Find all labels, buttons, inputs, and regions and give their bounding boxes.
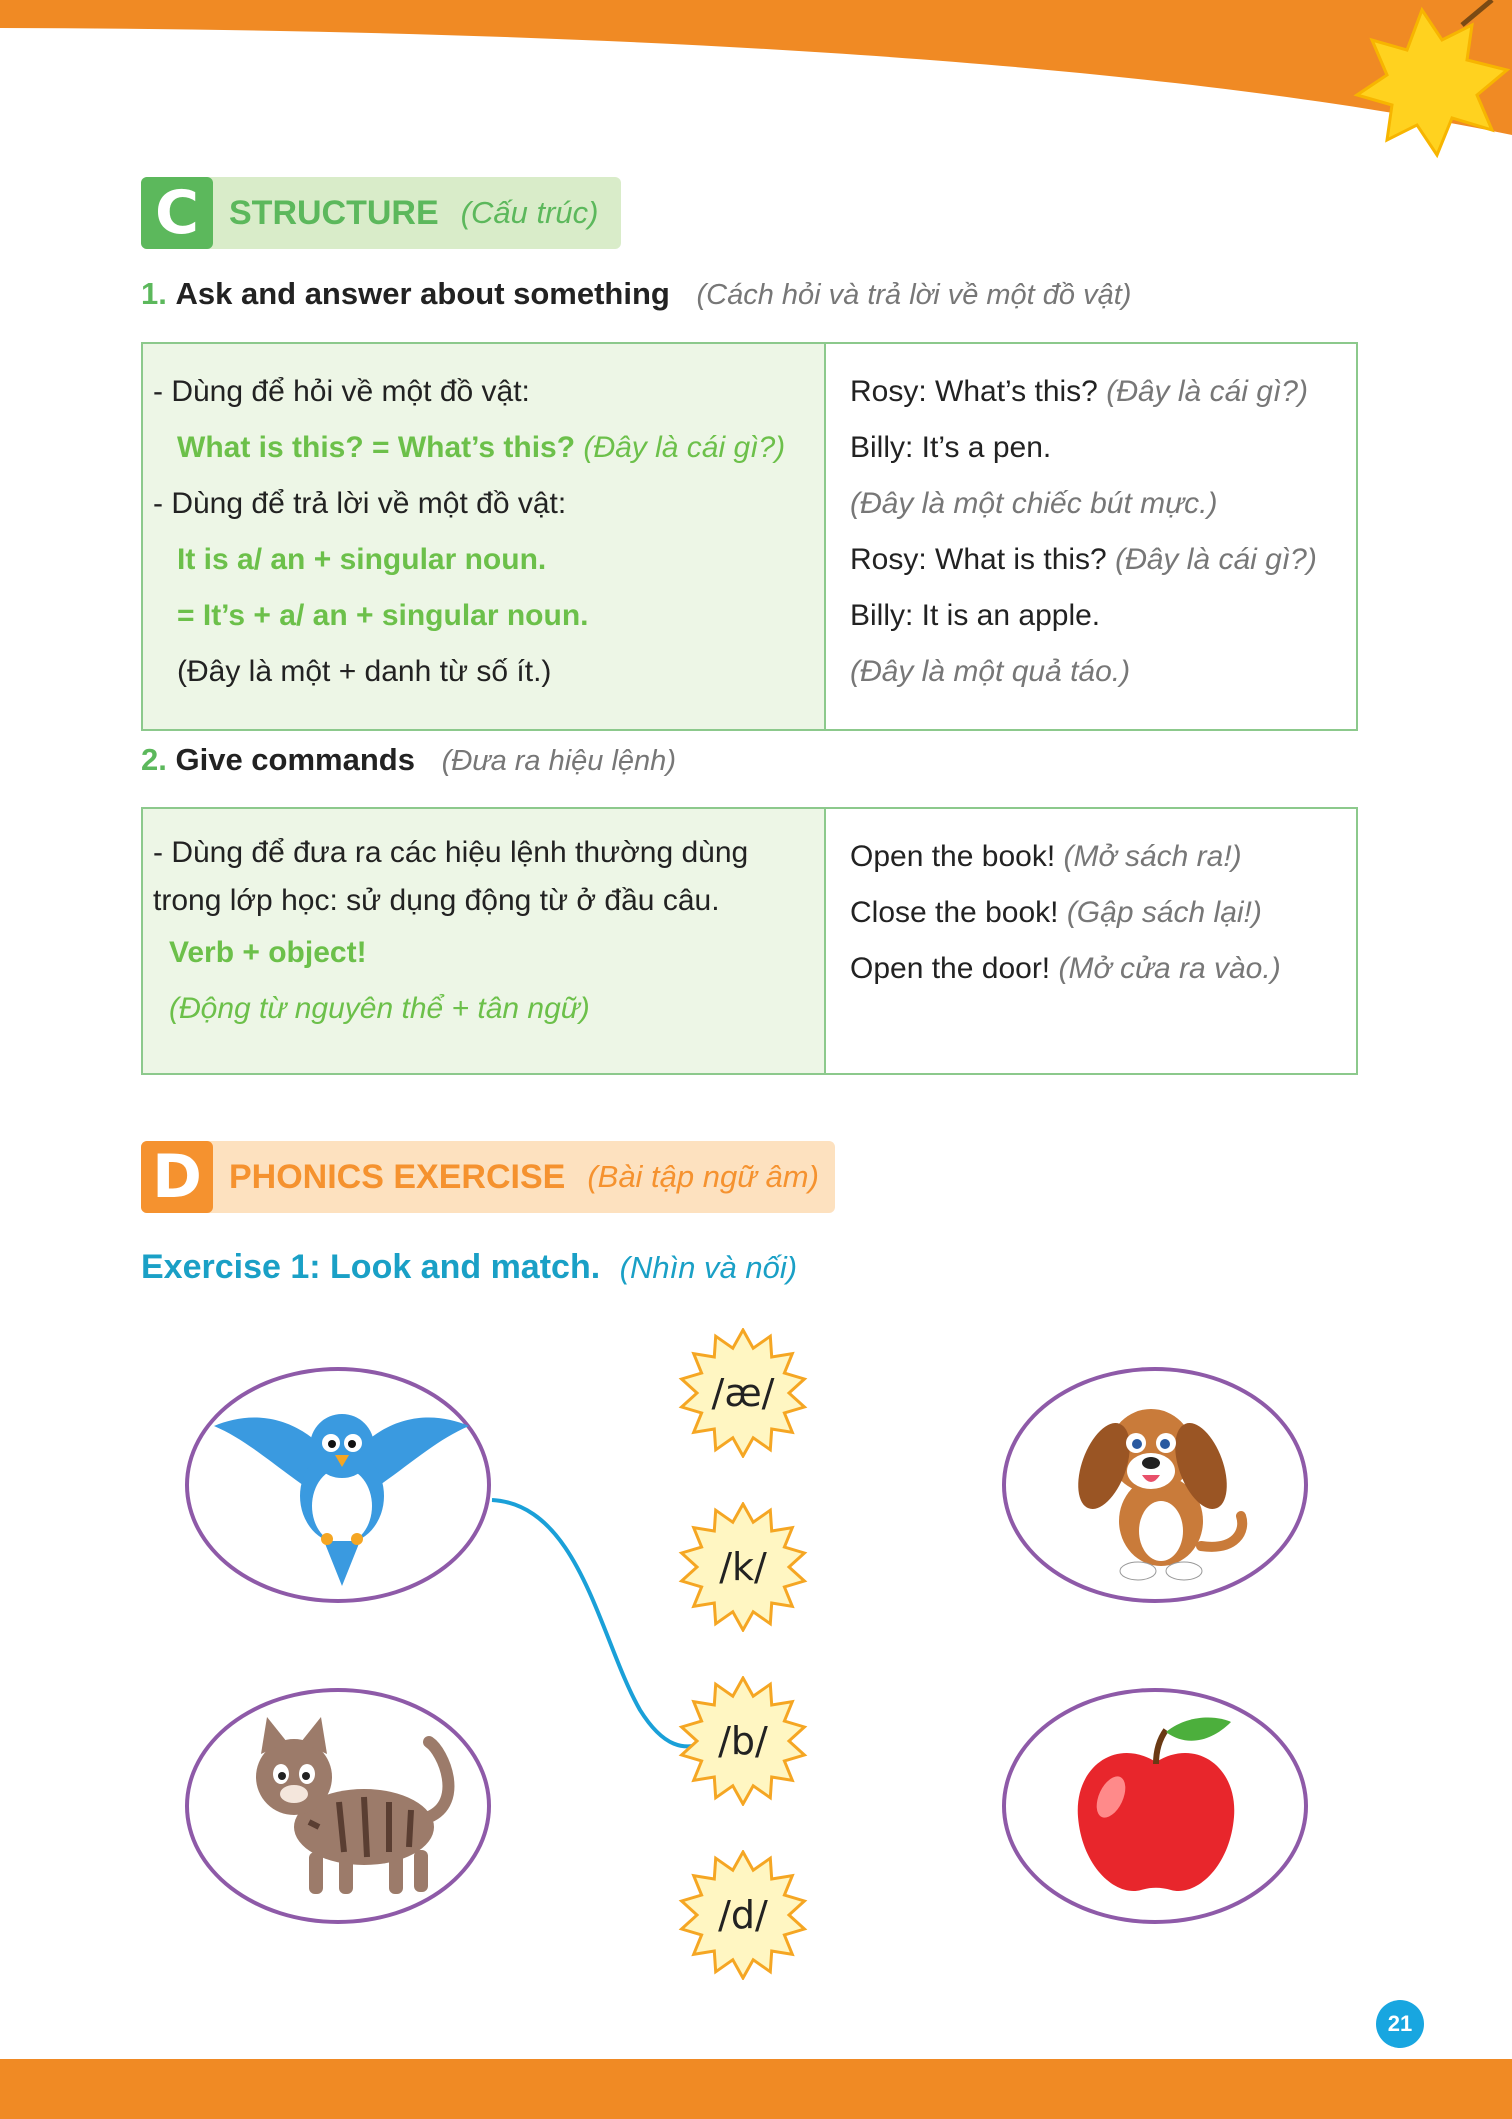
part1-example-3 <box>850 532 1328 588</box>
exercise-1-title <box>141 1248 797 1287</box>
sound-burst-d[interactable] <box>678 1850 808 1980</box>
part1-heading <box>141 276 1131 312</box>
picture-bird[interactable] <box>185 1367 491 1603</box>
section-d-subtitle: (Bài tập ngữ âm) <box>587 1159 819 1194</box>
part1-rule-ask: - Dùng để hỏi về một đồ vật: <box>153 375 530 408</box>
exercise-1-subtitle: (Nhìn và nối) <box>619 1250 798 1285</box>
part2-right-column <box>826 809 1352 1073</box>
part1-formula-answer-2: = It’s + a/ an + singular noun. <box>177 599 589 632</box>
part1-formula-ask-vi: (Đây là cái gì?) <box>583 431 786 464</box>
section-c-title: STRUCTURE <box>229 193 439 232</box>
part2-example-2-text: Close the book! <box>850 896 1059 929</box>
example-match-line <box>490 1490 710 1760</box>
part2-example-3 <box>850 941 1328 997</box>
part2-example-2 <box>850 885 1328 941</box>
part1-number: 1. <box>141 276 167 311</box>
section-c-banner <box>141 177 621 249</box>
part2-number: 2. <box>141 742 167 777</box>
section-d-letter: D <box>141 1141 213 1213</box>
part2-rule-line-2: trong lớp học: sử dụng động từ ở đầu câu. <box>153 884 720 917</box>
exercise-1-title-text: Exercise 1: Look and match. <box>141 1248 601 1286</box>
part1-example-2-vi: (Đây là một chiếc bút mực.) <box>850 487 1218 520</box>
part1-box <box>141 342 1358 731</box>
picture-dog[interactable] <box>1002 1367 1308 1603</box>
part1-example-4: Billy: It is an apple. <box>850 599 1101 632</box>
maple-leaf-icon <box>1312 0 1512 160</box>
part1-formula-ask-text: What is this? = What’s this? <box>177 431 576 464</box>
sound-label-k: /k/ <box>719 1545 767 1589</box>
part2-example-3-text: Open the door! <box>850 952 1051 985</box>
apple-icon <box>1006 1692 1304 1920</box>
part2-example-1 <box>850 829 1328 885</box>
part2-example-3-vi: (Mở cửa ra vào.) <box>1058 952 1281 985</box>
sound-label-ae: /æ/ <box>711 1371 775 1415</box>
part1-example-3-vi: (Đây là cái gì?) <box>1115 543 1317 576</box>
part2-formula-vi: (Động từ nguyên thể + tân ngữ) <box>169 992 590 1025</box>
sound-label-b: /b/ <box>718 1719 768 1763</box>
part1-example-1-vi: (Đây là cái gì?) <box>1106 375 1308 408</box>
part1-example-1-text: Rosy: What’s this? <box>850 375 1098 408</box>
part1-formula-ask <box>153 420 814 476</box>
part1-formula-answer-vi: (Đây là một + danh từ số ít.) <box>177 655 552 688</box>
part2-title: Give commands <box>175 742 415 777</box>
dog-icon <box>1006 1371 1304 1599</box>
bird-icon <box>189 1371 487 1599</box>
section-d-banner <box>141 1141 835 1213</box>
part1-example-3-text: Rosy: What is this? <box>850 543 1107 576</box>
part1-subtitle: (Cách hỏi và trả lời về một đồ vật) <box>696 279 1132 311</box>
sound-burst-k[interactable] <box>678 1502 808 1632</box>
part2-example-1-vi: (Mở sách ra!) <box>1063 840 1242 873</box>
part2-example-1-text: Open the book! <box>850 840 1056 873</box>
part1-formula-answer-1: It is a/ an + singular noun. <box>177 543 547 576</box>
picture-apple[interactable] <box>1002 1688 1308 1924</box>
part2-rule-line-1: - Dùng để đưa ra các hiệu lệnh thường dùng <box>153 836 749 869</box>
section-d-title: PHONICS EXERCISE <box>229 1157 566 1196</box>
part2-left-column <box>143 809 826 1073</box>
sound-burst-ae[interactable] <box>678 1328 808 1458</box>
part2-formula: Verb + object! <box>169 936 367 969</box>
part2-heading <box>141 742 676 778</box>
part1-right-column <box>826 344 1352 729</box>
part1-rule-answer: - Dùng để trả lời về một đồ vật: <box>153 487 567 520</box>
part1-example-2: Billy: It’s a pen. <box>850 431 1052 464</box>
top-decorative-band <box>0 0 1512 150</box>
part2-box <box>141 807 1358 1075</box>
part1-example-4-vi: (Đây là một quả táo.) <box>850 655 1131 688</box>
part2-example-2-vi: (Gập sách lại!) <box>1066 896 1262 929</box>
picture-cat[interactable] <box>185 1688 491 1924</box>
cat-icon <box>189 1692 487 1920</box>
part1-example-1 <box>850 364 1328 420</box>
part2-subtitle: (Đưa ra hiệu lệnh) <box>441 745 676 777</box>
section-c-letter: C <box>141 177 213 249</box>
bottom-decorative-band <box>0 2059 1512 2119</box>
part1-left-column <box>143 344 826 729</box>
page-number: 21 <box>1376 2000 1424 2048</box>
sound-burst-b[interactable] <box>678 1676 808 1806</box>
part1-title: Ask and answer about something <box>175 276 670 311</box>
section-c-subtitle: (Cấu trúc) <box>460 195 599 230</box>
sound-label-d: /d/ <box>718 1893 768 1937</box>
